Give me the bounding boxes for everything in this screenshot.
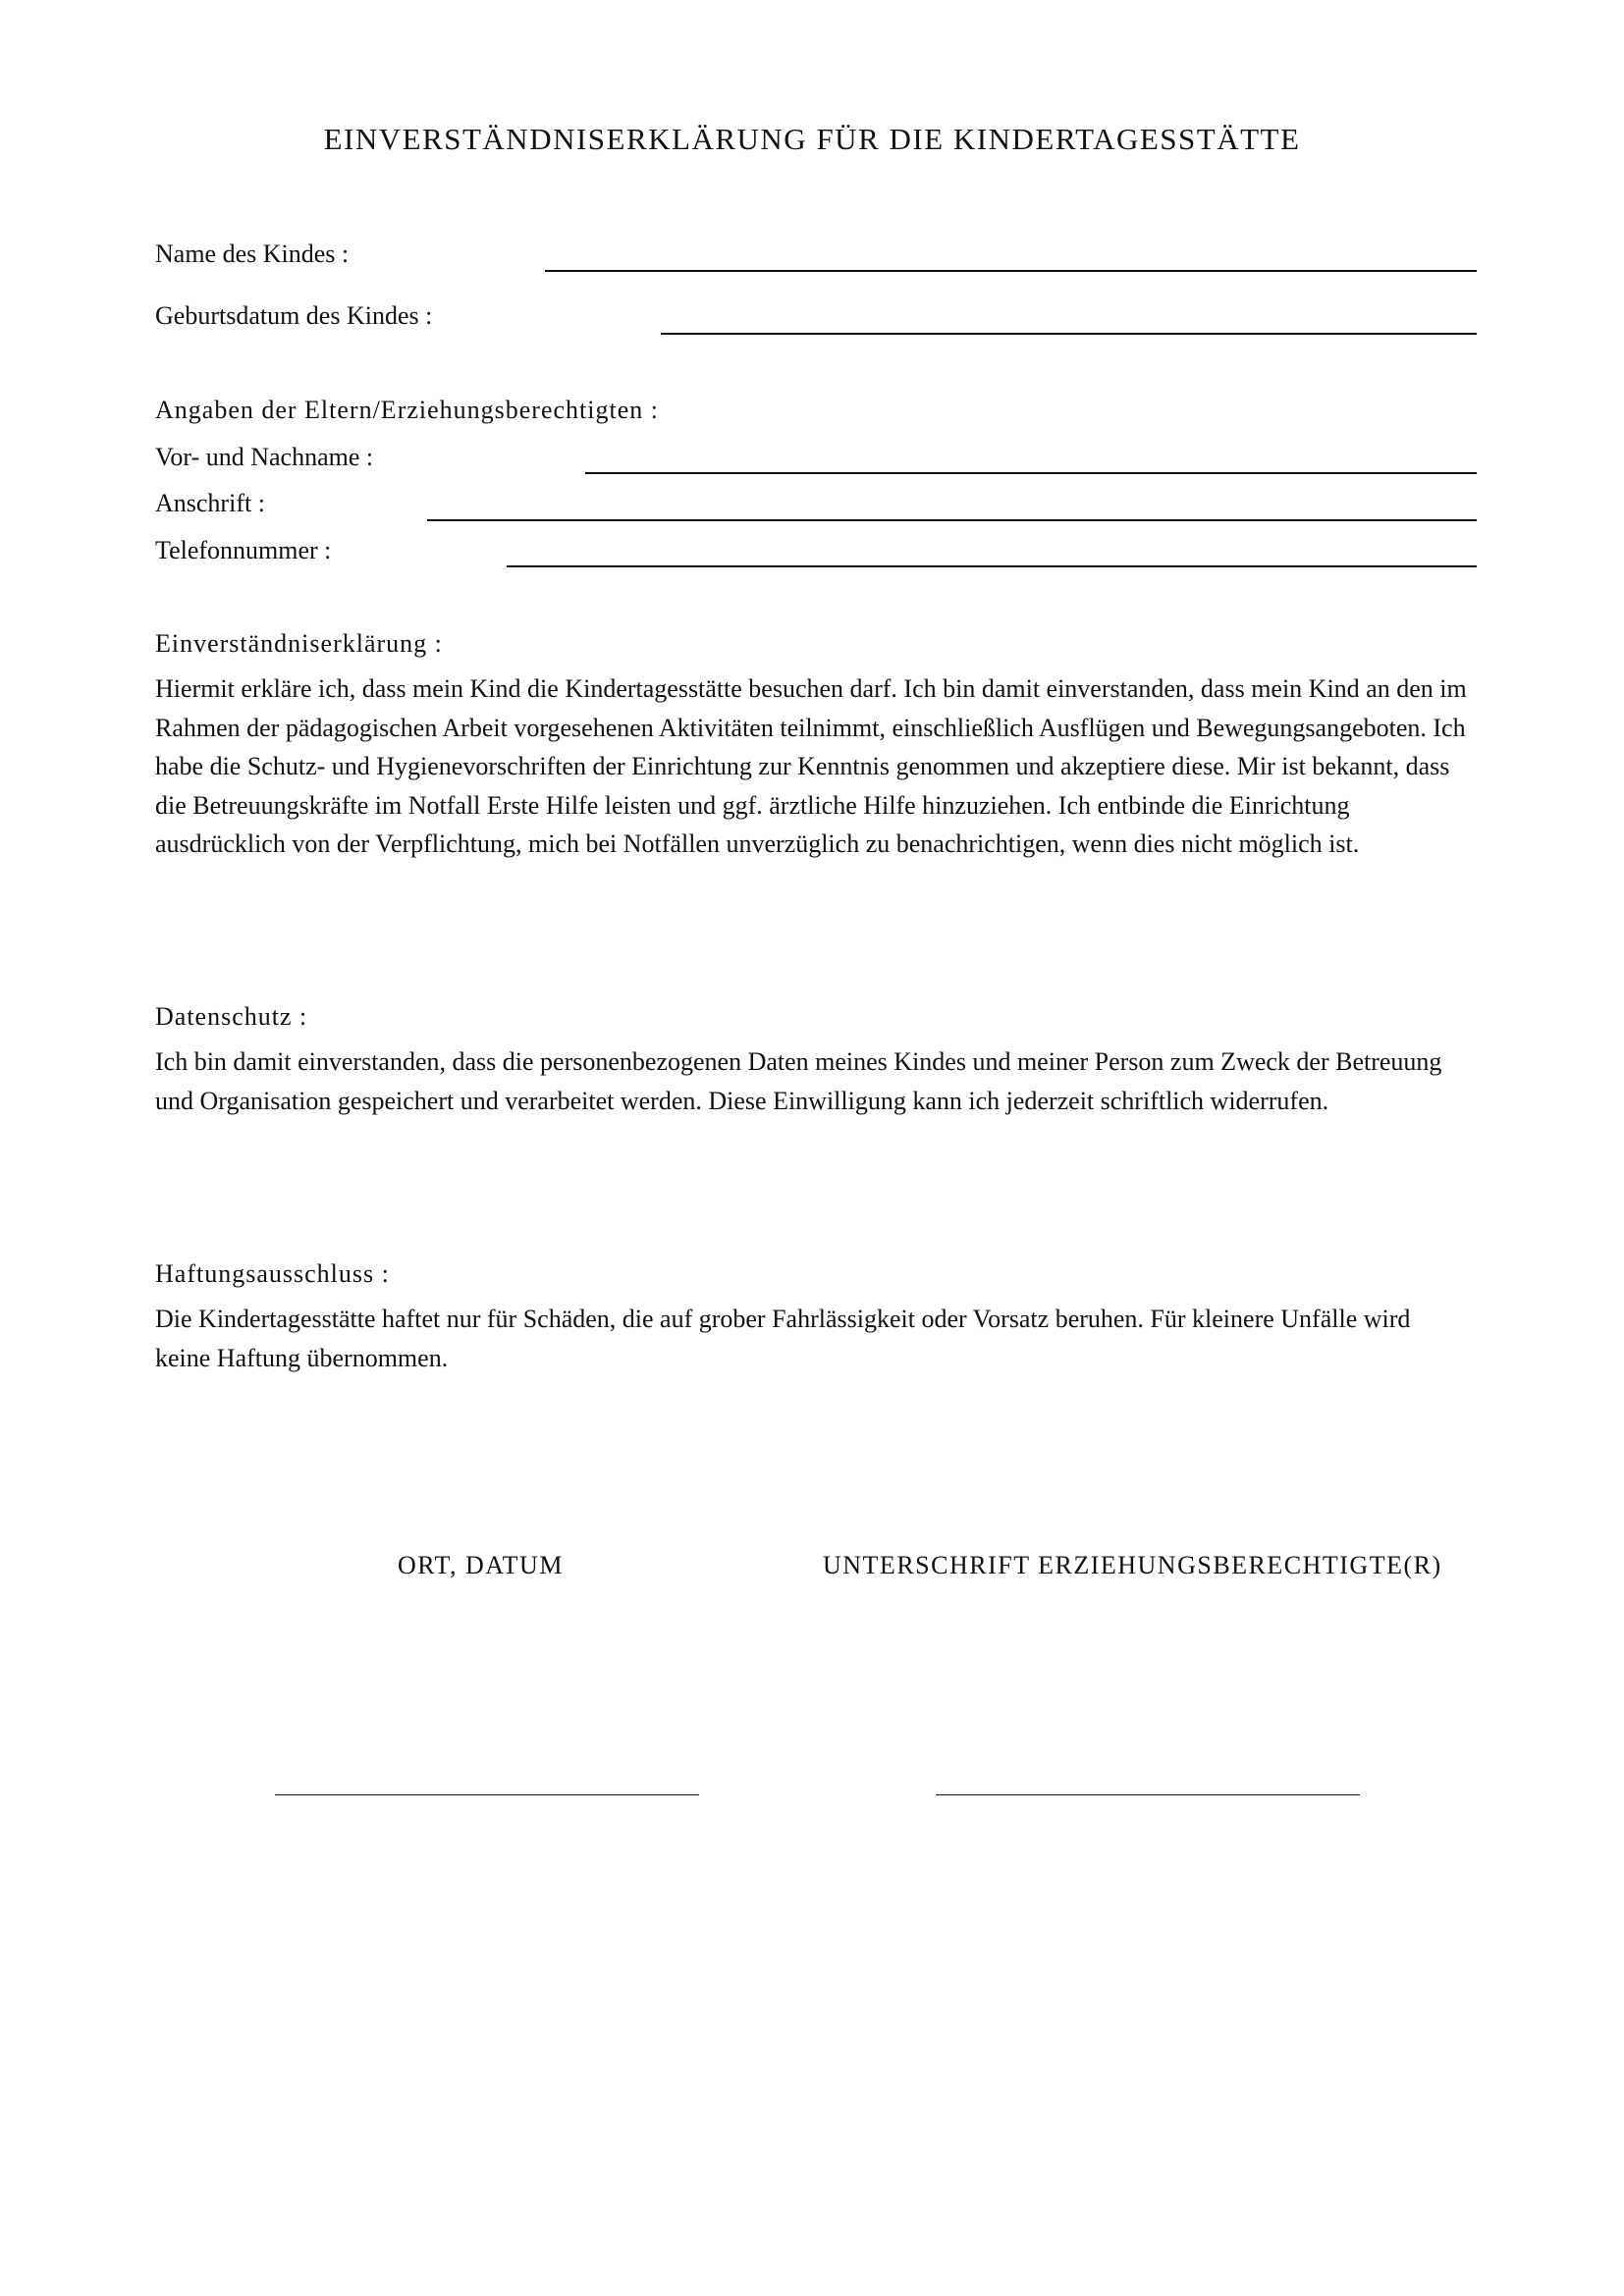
parent-phone-label: Telefonnummer :: [155, 536, 332, 564]
parent-fullname-line[interactable]: [585, 472, 1477, 474]
parent-fullname-label: Vor- und Nachname :: [155, 443, 374, 471]
consent-heading: Einverständniserklärung :: [155, 629, 443, 658]
place-date-line[interactable]: [275, 1794, 699, 1795]
guardian-signature-label: UNTERSCHRIFT ERZIEHUNGSBERECHTIGTE(R): [823, 1551, 1442, 1579]
guardian-signature-line[interactable]: [936, 1794, 1360, 1795]
privacy-text: Ich bin damit einverstanden, dass die personenbezogenen Daten meines Kindes und meiner Person zum Zweck der Betreuung und Organisation gespeichert und verarbeitet werden. Diese Einwilligung kann ich jederzeit schriftlich widerrufen.: [155, 1047, 1442, 1115]
child-name-label: Name des Kindes :: [155, 240, 350, 268]
document-title: EINVERSTÄNDNISERKLÄRUNG FÜR DIE KINDERTAGESSTÄTTE: [323, 122, 1301, 156]
liability-text: Die Kindertagesstätte haftet nur für Schäden, die auf grober Fahrlässigkeit oder Vorsatz beruhen. Für kleinere Unfälle wird keine Haftung übernommen.: [155, 1305, 1411, 1372]
liability-heading: Haftungsausschluss :: [155, 1259, 390, 1288]
privacy-heading: Datenschutz :: [155, 1002, 308, 1031]
parent-address-line[interactable]: [427, 519, 1477, 521]
parent-phone-line[interactable]: [507, 565, 1477, 567]
child-birthdate-line[interactable]: [661, 333, 1477, 335]
parent-address-label: Anschrift :: [155, 489, 265, 517]
place-date-label: ORT, DATUM: [398, 1551, 564, 1579]
parents-heading: Angaben der Eltern/Erziehungsberechtigten :: [155, 396, 659, 424]
consent-text: Hiermit erkläre ich, dass mein Kind die Kindertagesstätte besuchen darf. Ich bin damit einverstanden, dass mein Kind an den im Rahmen der pädagogischen Arbeit vorgesehenen Aktivitäten teilnimmt, einschließlich Ausflügen und Bewegungsangeboten. Ich habe die Schutz- und Hygienevorschriften der Einrichtung zur Kenntnis genommen und akzeptiere diese. Mir ist bekannt, dass die Betreuungskräfte im Notfall Erste Hilfe leisten und ggf. ärztliche Hilfe hinzuziehen. Ich entbinde die Einrichtung ausdrücklich von der Verpflichtung, mich bei Notfällen unverzüglich zu benachrichtigen, wenn dies nicht möglich ist.: [155, 674, 1467, 859]
child-name-line[interactable]: [545, 270, 1477, 272]
child-birthdate-label: Geburtsdatum des Kindes :: [155, 301, 433, 330]
